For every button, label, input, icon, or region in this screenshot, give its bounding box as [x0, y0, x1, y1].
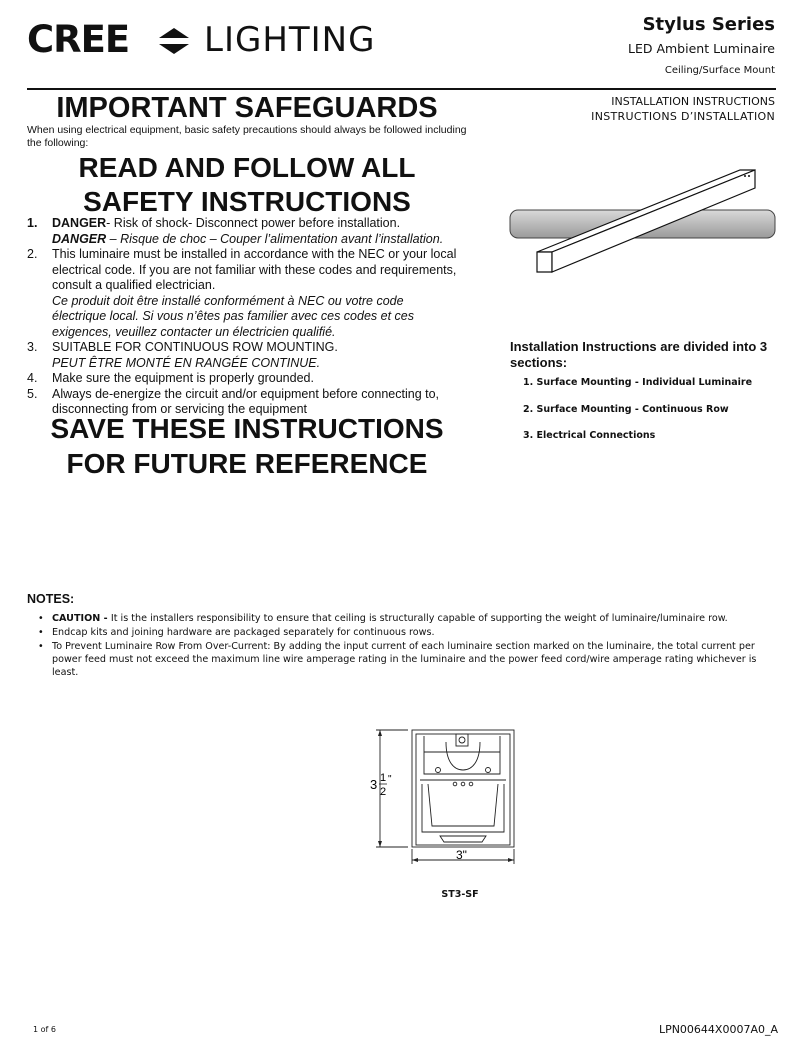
height-unit: "	[388, 774, 392, 785]
item-text: Always de-energize the circuit and/or equipment before connecting to, disconnecting from or servicing the equipment	[52, 386, 440, 416]
item-text-fr: PEUT ÊTRE MONTÉ EN RANGÉE CONTINUE.	[52, 355, 321, 370]
read-follow-heading	[27, 151, 467, 219]
list-item: 3. Electrical Connections	[523, 430, 656, 441]
read-follow-line-2: SAFETY INSTRUCTIONS	[83, 186, 411, 217]
list-item	[38, 626, 778, 639]
bullet-icon: •	[38, 641, 44, 652]
notes-list	[38, 612, 778, 680]
item-number: 5.	[27, 386, 38, 401]
bullet-icon: •	[38, 627, 44, 638]
list-item	[38, 612, 778, 625]
caution-label: CAUTION -	[52, 613, 111, 624]
list-item	[27, 340, 457, 371]
danger-label: DANGER	[52, 216, 107, 230]
safeguards-intro: When using electrical equipment, basic safety precautions should always be followed including the following:	[27, 124, 467, 149]
logo-brand: CREE	[27, 18, 130, 61]
sections-list	[523, 377, 793, 457]
item-number: 1.	[27, 216, 38, 230]
document-code: LPN00644X0007A0_A	[658, 1023, 778, 1036]
install-instructions-fr: INSTRUCTIONS D’INSTALLATION	[591, 110, 775, 123]
item-text: Make sure the equipment is properly grounded.	[52, 371, 314, 385]
read-follow-line-1: READ AND FOLLOW ALL	[78, 152, 416, 183]
danger-label-fr: DANGER	[52, 231, 107, 246]
list-item: 2. Surface Mounting - Continuous Row	[523, 403, 729, 415]
list-item	[38, 640, 778, 679]
important-safeguards-heading: IMPORTANT SAFEGUARDS	[56, 92, 438, 124]
item-text-fr: Ce produit doit être installé conformément à NEC ou votre code électrique local. Si vous n’êtes pas familier avec ces codes et ces exigences, veuillez contacter un électricien qualifié.	[52, 293, 414, 339]
note-text: To Prevent Luminaire Row From Over-Current: By adding the input current of each luminaire section marked on the luminaire, the total current per power feed must not exceed the maximum line wire amperage rating in the luminaire and the power feed cord/wire amperage rating whichever is least.	[52, 641, 757, 678]
height-whole: 3	[370, 777, 378, 792]
cross-section-drawing	[360, 722, 530, 882]
cree-lighting-logo	[27, 18, 397, 62]
header-divider	[27, 88, 776, 90]
series-title: Stylus Series	[642, 14, 775, 35]
note-text: Endcap kits and joining hardware are packaged separately for continuous rows.	[52, 627, 435, 638]
bullet-icon: •	[38, 613, 44, 624]
item-number: 4.	[27, 371, 38, 385]
height-numerator: 1	[380, 772, 387, 784]
logo-suffix: LIGHTING	[204, 20, 376, 60]
series-subtitle: LED Ambient Luminaire	[627, 41, 775, 56]
item-number: 2.	[27, 247, 38, 261]
list-item: 1. Surface Mounting - Individual Luminaire	[523, 377, 753, 388]
luminaire-illustration	[505, 160, 780, 280]
mounting-type: Ceiling/Surface Mount	[664, 65, 775, 76]
install-instructions-en: INSTALLATION INSTRUCTIONS	[611, 95, 775, 108]
item-text: SUITABLE FOR CONTINUOUS ROW MOUNTING.	[52, 340, 338, 354]
save-line-2: FOR FUTURE REFERENCE	[66, 448, 428, 479]
save-line-1: SAVE THESE INSTRUCTIONS	[50, 413, 444, 444]
list-item	[27, 216, 457, 247]
item-number: 3.	[27, 340, 38, 354]
item-text: - Risk of shock- Disconnect power before installation.	[106, 216, 401, 230]
list-item	[27, 247, 457, 340]
sections-heading: Installation Instructions are divided into 3 sections:	[510, 339, 768, 370]
cree-diamond-icon	[157, 28, 191, 54]
notes-heading: NOTES:	[27, 592, 75, 606]
height-denominator: 2	[380, 786, 387, 798]
page-number: 1 of 6	[33, 1025, 56, 1034]
save-instructions-heading	[27, 411, 467, 481]
drawing-caption: ST3-SF	[441, 889, 479, 900]
width-label: 3"	[456, 848, 467, 862]
safety-instructions-list	[27, 216, 457, 418]
note-text: It is the installers responsibility to ensure that ceiling is structurally capable of supporting the weight of luminaire/luminaire row.	[110, 613, 728, 624]
item-text-fr: – Risque de choc – Couper l’alimentation avant l’installation.	[106, 231, 444, 246]
list-item	[27, 371, 457, 387]
item-text: This luminaire must be installed in accordance with the NEC or your local electrical code. If you are not familiar with these codes and requirements, consult a qualified electrician.	[52, 247, 457, 292]
